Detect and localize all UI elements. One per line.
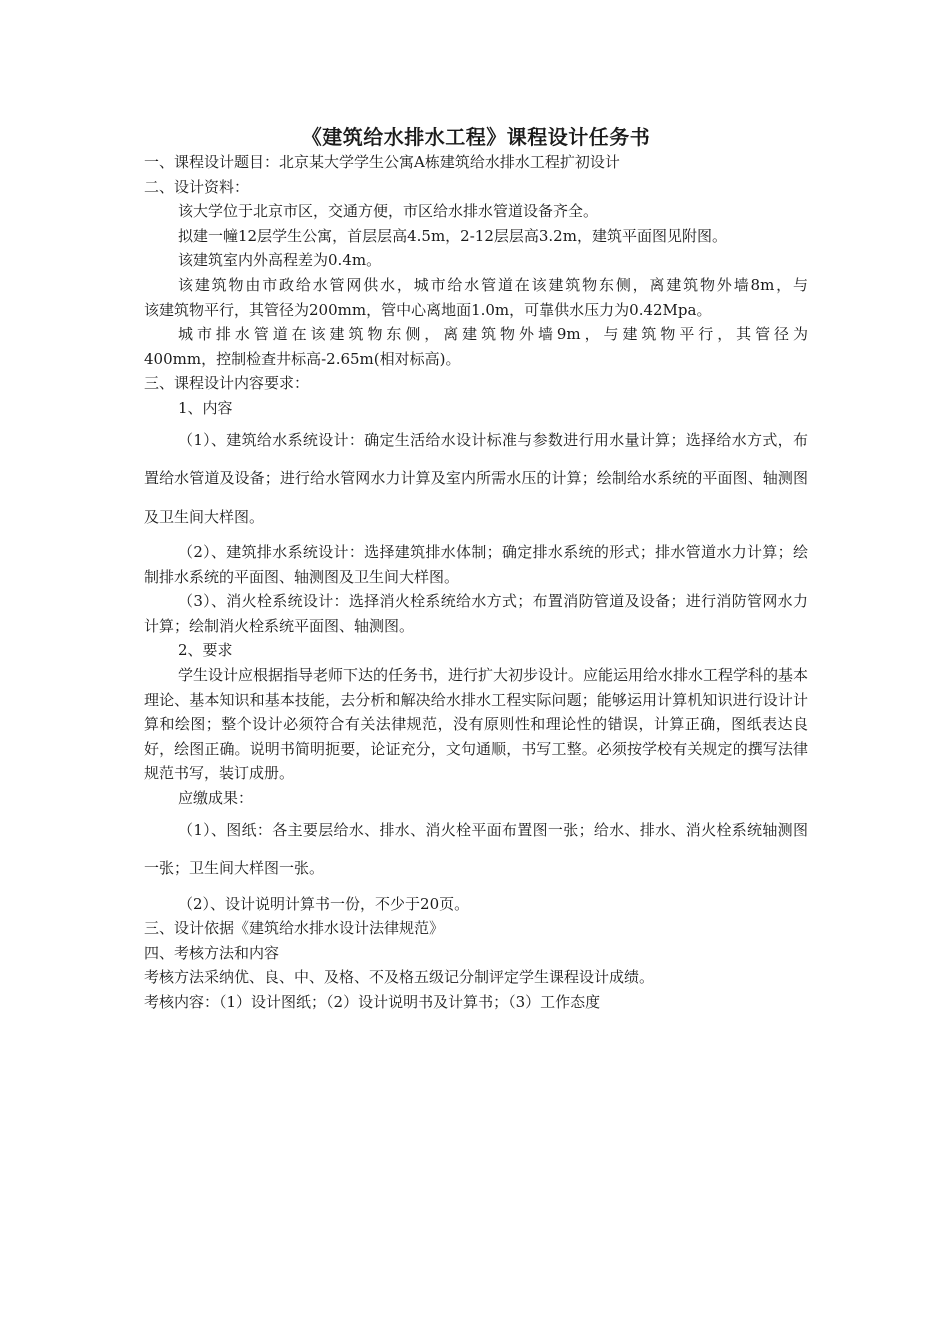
content-fire-hydrant: （3）、消火栓系统设计：选择消火栓系统给水方式；布置消防管道及设备；进行消防管网水力计算；绘制消火栓系统平面图、轴测图。 xyxy=(144,592,808,635)
materials-heading: 二、设计资料： xyxy=(144,177,250,196)
document-page xyxy=(144,124,808,1015)
requirements-subheading: 2、要求 xyxy=(178,641,233,660)
content-heading: 1、内容 xyxy=(178,398,233,417)
requirements-heading: 三、课程设计内容要求： xyxy=(144,374,310,393)
deliverables-drawings: （1）、图纸：各主要层给水、排水、消火栓平面布置图一张；给水、排水、消火栓系统轴测图一张；卫生间大样图一张。 xyxy=(144,820,808,878)
content-water-supply: （1）、建筑给水系统设计：确定生活给水设计标准与参数进行用水量计算；选择给水方式，布置给水管道及设备；进行给水管网水力计算及室内所需水压的计算；绘制给水系统的平面图、轴测图及卫生间大样图。 xyxy=(144,430,808,526)
assessment-content: 考核内容：（1）设计图纸；（2）设计说明书及计算书；（3）工作态度 xyxy=(144,992,601,1011)
materials-water-supply-line-2: 该建筑物平行，其管径为200mm，管中心离地面1.0m，可靠供水压力为0.42Mpa。 xyxy=(144,300,712,319)
deliverables-heading: 应缴成果： xyxy=(178,788,254,807)
assessment-method: 考核方法采纳优、良、中、及格、不及格五级记分制评定学生课程设计成绩。 xyxy=(144,968,655,987)
design-basis: 三、设计依据《建筑给水排水设计法律规范》 xyxy=(144,919,445,938)
materials-elevation: 该建筑室内外高程差为0.4m。 xyxy=(178,251,382,270)
materials-location: 该大学位于北京市区，交通方便，市区给水排水管道设备齐全。 xyxy=(178,202,599,221)
assessment-heading: 四、考核方法和内容 xyxy=(144,943,280,962)
materials-building: 拟建一幢12层学生公寓，首层层高4.5m，2-12层层高3.2m，建筑平面图见附图。 xyxy=(178,226,727,245)
requirements-text: 学生设计应根据指导老师下达的任务书，进行扩大初步设计。应能运用给水排水工程学科的基本理论、基本知识和基本技能，去分析和解决给水排水工程实际问题；能够运用计算机知识进行设计计算和绘图；整个设计必须符合有关法律规范，没有原则性和理论性的错误，计算正确，图纸表达良好，绘图正确。说明书简明扼要，论证充分，文句通顺，书写工整。必须按学校有关规定的撰写法律规范书写，装订成册。 xyxy=(144,666,809,783)
deliverables-report: （2）、设计说明计算书一份，不少于20页。 xyxy=(178,894,470,913)
document-title: 《建筑给水排水工程》课程设计任务书 xyxy=(301,125,651,149)
materials-drainage-line-1: 城市排水管道在该建筑物东侧，离建筑物外墙9m，与建筑物平行，其管径为 xyxy=(178,325,808,344)
materials-water-supply-line-1: 该建筑物由市政给水管网供水，城市给水管道在该建筑物东侧，离建筑物外墙8m，与 xyxy=(178,275,808,294)
materials-drainage-line-2: 400mm，控制检查井标高-2.65m(相对标高)。 xyxy=(144,349,461,368)
design-topic: 一、课程设计题目：北京某大学学生公寓A栋建筑给水排水工程扩初设计 xyxy=(144,153,620,171)
content-drainage: （2）、建筑排水系统设计：选择建筑排水体制；确定排水系统的形式；排水管道水力计算；绘制排水系统的平面图、轴测图及卫生间大样图。 xyxy=(144,543,808,586)
